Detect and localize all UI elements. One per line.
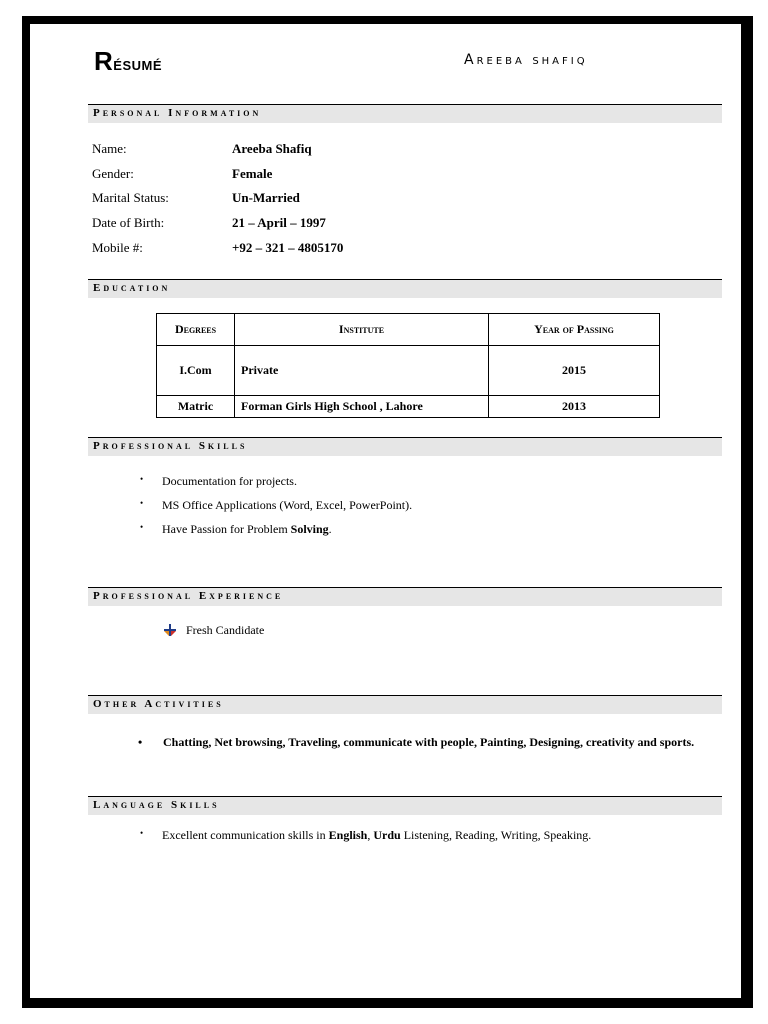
field-value: Female bbox=[232, 166, 273, 181]
section-education bbox=[88, 279, 722, 298]
section-title: Other Activities bbox=[93, 698, 224, 710]
arrow-bullet-icon bbox=[163, 623, 177, 637]
list-item-text: MS Office Applications (Word, Excel, PowerPoint). bbox=[162, 498, 413, 512]
table-cell: Private bbox=[235, 346, 489, 396]
table-cell: I.Com bbox=[157, 346, 235, 396]
field-value: Un-Married bbox=[232, 190, 300, 205]
table-cell: 2013 bbox=[489, 396, 660, 418]
section-title: Language Skills bbox=[93, 799, 220, 811]
section-professional-experience bbox=[88, 587, 722, 606]
bullet-icon: • bbox=[140, 828, 144, 838]
section-title: Personal Information bbox=[93, 107, 262, 119]
column-header: Institute bbox=[235, 314, 489, 346]
section-other-activities bbox=[88, 695, 722, 714]
field-value: Areeba Shafiq bbox=[232, 141, 312, 156]
field-value: +92 – 321 – 4805170 bbox=[232, 240, 344, 255]
section-title: Professional Skills bbox=[93, 440, 248, 452]
bullet-icon: • bbox=[140, 522, 144, 532]
section-professional-skills bbox=[88, 437, 722, 456]
list-item-text: Excellent communication skills in English, Urdu Listening, Reading, Writing, Speaking. bbox=[162, 828, 592, 842]
activities-text: Chatting, Net browsing, Traveling, communicate with people, Painting, Designing, creativity and sports. bbox=[163, 735, 695, 749]
section-title: Education bbox=[93, 282, 171, 294]
column-header: Year of Passing bbox=[489, 314, 660, 346]
list-item-text: Documentation for projects. bbox=[162, 474, 297, 488]
section-personal-information bbox=[88, 104, 722, 123]
list-item-text: Have Passion for Problem Solving. bbox=[162, 522, 332, 536]
field-label: Name: bbox=[92, 141, 127, 156]
section-title: Professional Experience bbox=[93, 590, 284, 602]
field-value: 21 – April – 1997 bbox=[232, 215, 326, 230]
bullet-icon: • bbox=[140, 474, 144, 484]
table-cell: 2015 bbox=[489, 346, 660, 396]
table-cell: Forman Girls High School , Lahore bbox=[235, 396, 489, 418]
section-language-skills bbox=[88, 796, 722, 815]
education-table bbox=[156, 313, 660, 418]
experience-item: Fresh Candidate bbox=[186, 623, 265, 637]
resume-title: Résumé bbox=[94, 46, 163, 76]
bullet-icon: • bbox=[140, 498, 144, 508]
bullet-icon: • bbox=[138, 735, 143, 749]
table-header-row bbox=[157, 314, 660, 346]
field-label: Mobile #: bbox=[92, 240, 143, 255]
field-label: Marital Status: bbox=[92, 190, 169, 205]
header-name: Areeba shafiq bbox=[464, 52, 588, 68]
table-row bbox=[157, 396, 660, 418]
field-label: Gender: bbox=[92, 166, 134, 181]
field-label: Date of Birth: bbox=[92, 215, 165, 230]
table-cell: Matric bbox=[157, 396, 235, 418]
table-row bbox=[157, 346, 660, 396]
column-header: Degrees bbox=[157, 314, 235, 346]
